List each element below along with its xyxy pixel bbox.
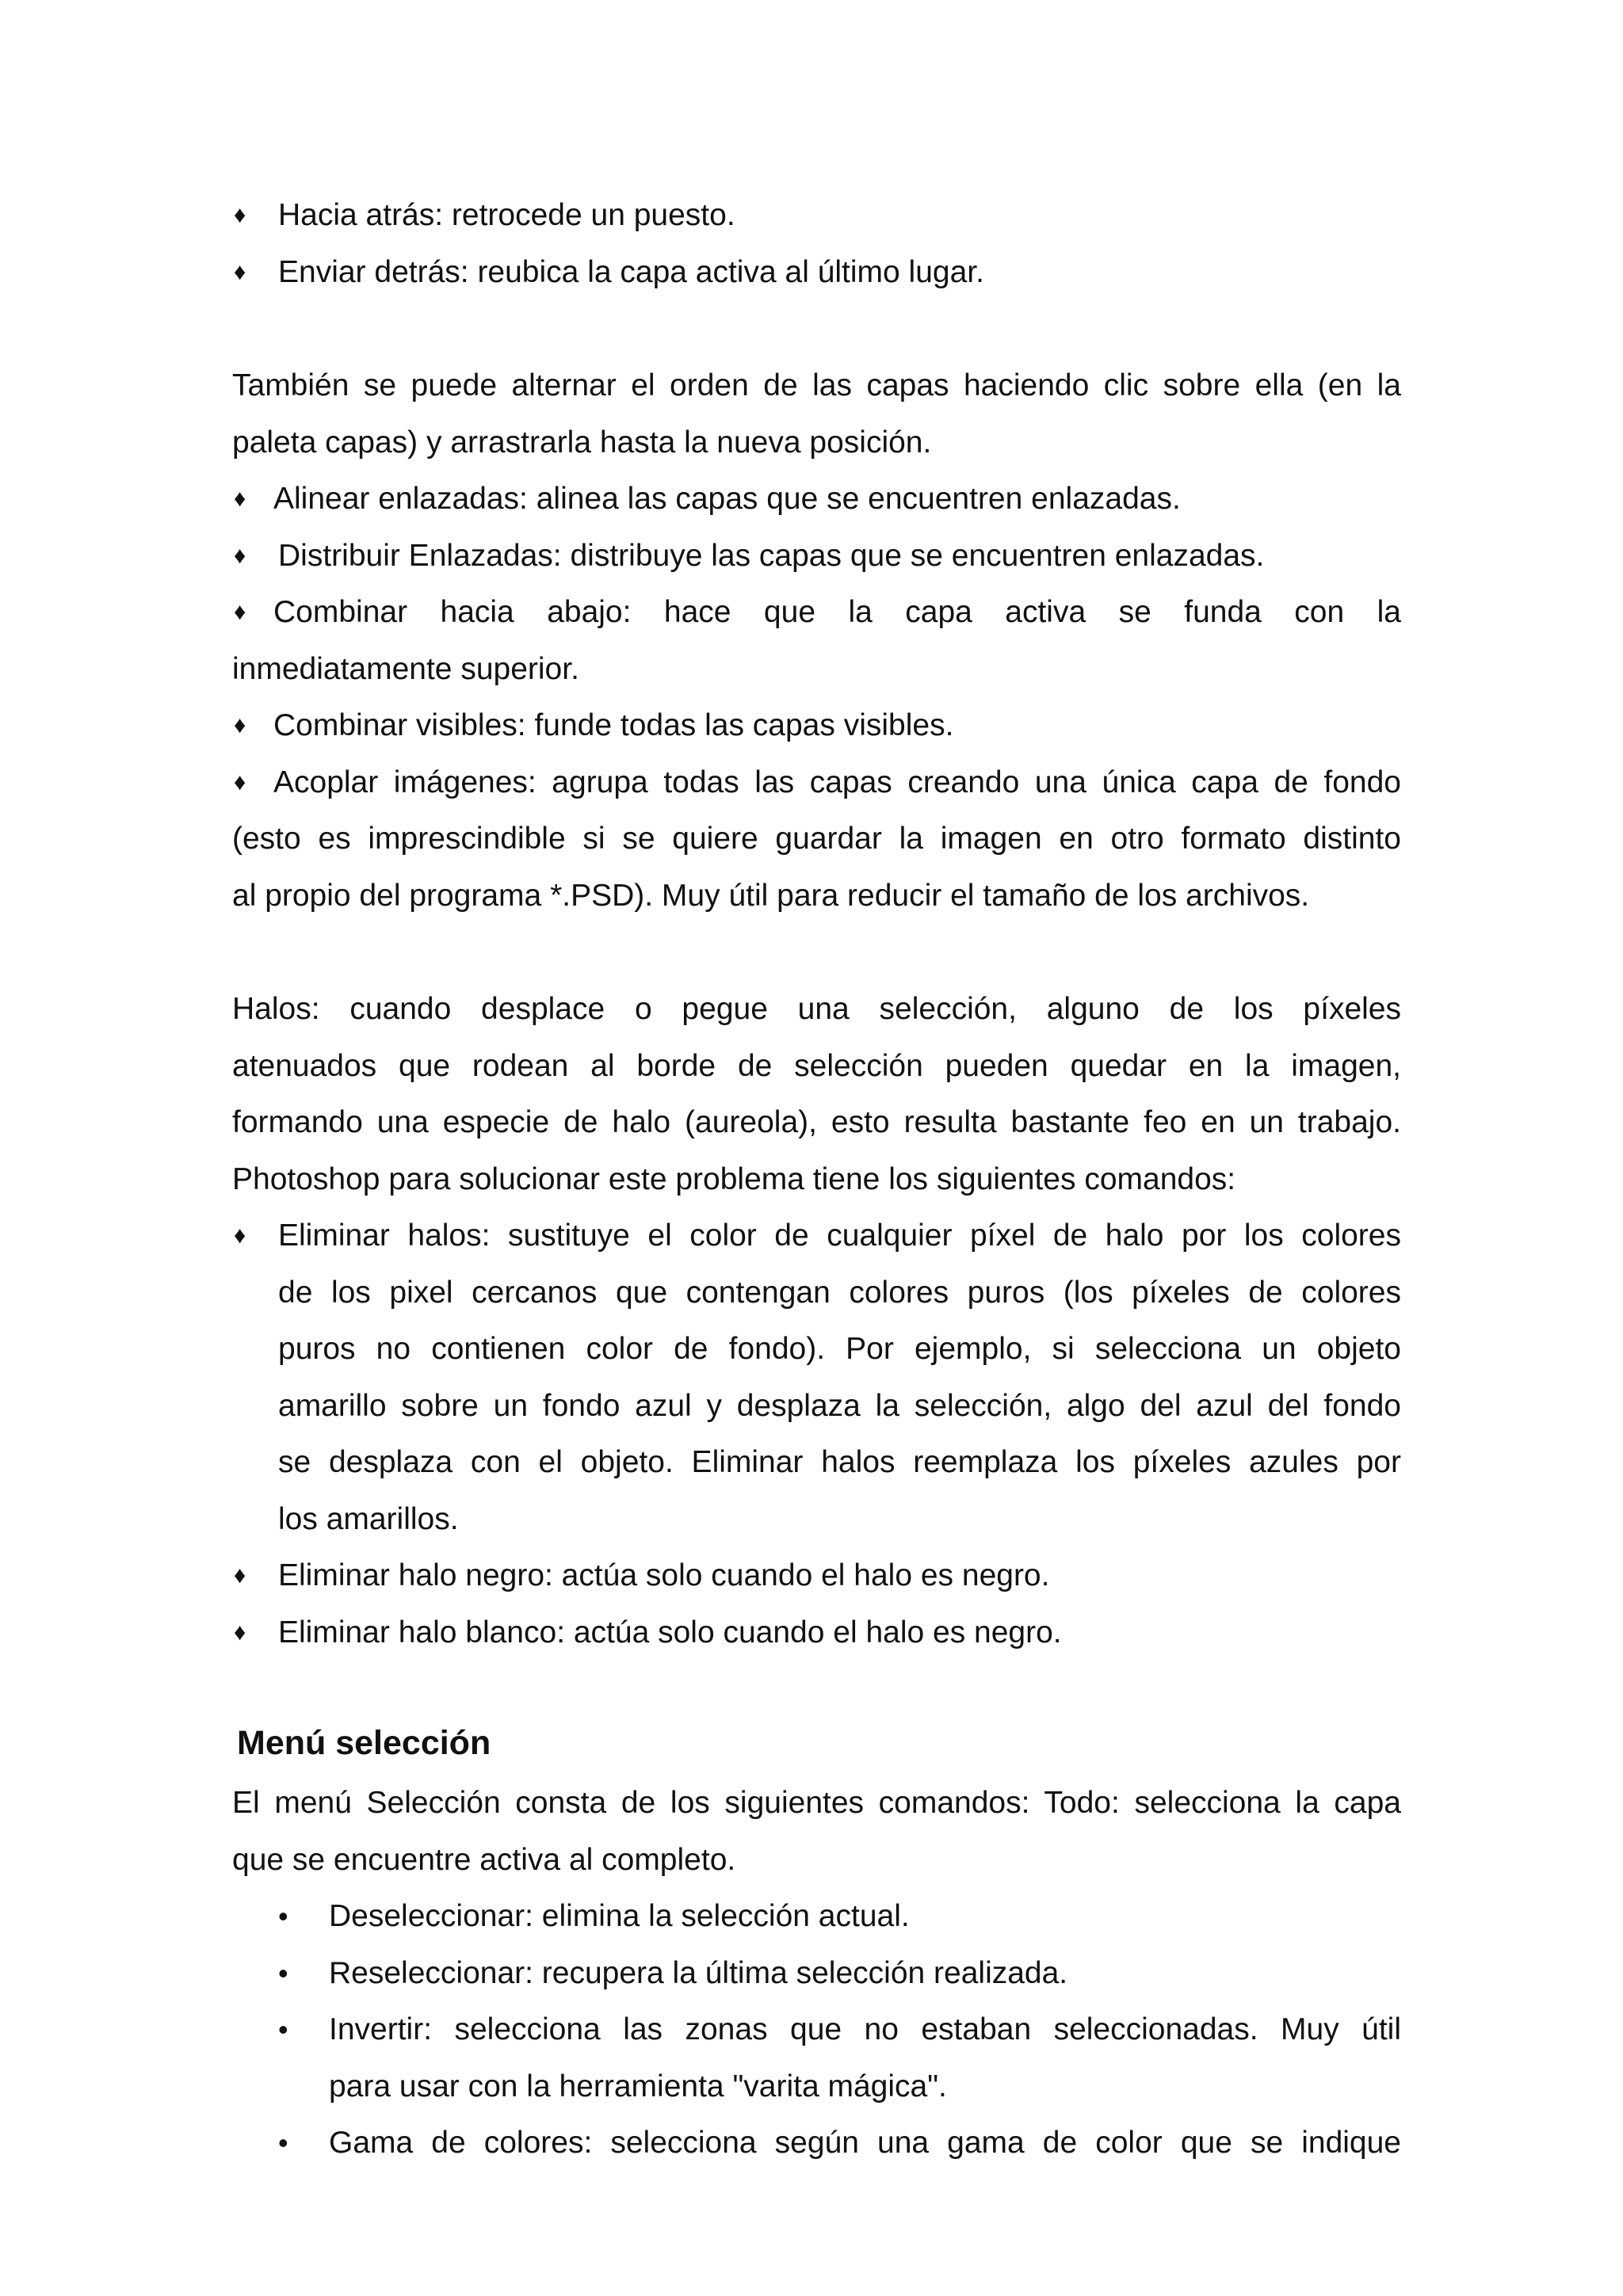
bullet-continuation [232, 1491, 1401, 1548]
bullet-continuation [232, 2058, 1401, 2115]
diamond-bullet-icon: ♦ [234, 1562, 246, 1589]
bullet-text: Reseleccionar: recupera la última selección realizada. [329, 1955, 1068, 1990]
diamond-bullet-icon: ♦ [234, 1619, 246, 1646]
bullet-text: Acoplar imágenes: agrupa todas las capas creando una única capa de fondo [273, 765, 1401, 799]
paragraph-line [232, 1151, 1401, 1208]
section-heading: Menú selección [237, 1724, 491, 1762]
bullet-text: Combinar hacia abajo: hace que la capa activa se funda con la [273, 595, 1401, 629]
list-item [232, 1207, 1401, 1264]
list-item [232, 244, 1401, 301]
bullet-text: Hacia atrás: retrocede un puesto. [278, 198, 735, 232]
bullet-text: Eliminar halo blanco: actúa solo cuando el halo es negro. [278, 1615, 1062, 1650]
bullet-text: Combinar visibles: funde todas las capas visibles. [273, 708, 954, 742]
list-item [232, 1945, 1401, 2002]
bullet-continuation [232, 1434, 1401, 1491]
paragraph-text: El menú Selección consta de los siguientes comandos: Todo: selecciona la capa [232, 1786, 1401, 1820]
paragraph-line [232, 357, 1401, 414]
paragraph-text: paleta capas) y arrastrarla hasta la nueva posición. [232, 425, 932, 460]
diamond-bullet-icon: ♦ [234, 258, 246, 285]
paragraph-text: atenuados que rodean al borde de selección pueden quedar en la imagen, [232, 1048, 1401, 1083]
paragraph-text: formando una especie de halo (aureola), esto resulta bastante feo en un trabajo. [232, 1105, 1401, 1139]
dot-bullet-icon: • [278, 2013, 288, 2046]
list-item [232, 2001, 1401, 2058]
diamond-bullet-icon: ♦ [234, 769, 246, 795]
paragraph-line [232, 414, 1401, 471]
bullet-text: Deseleccionar: elimina la selección actual. [329, 1899, 910, 1933]
bullet-text: de los pixel cercanos que contengan colores puros (los píxeles de colores [278, 1275, 1401, 1310]
list-item [232, 697, 1401, 754]
paragraph-text: Photoshop para solucionar este problema tiene los siguientes comandos: [232, 1161, 1236, 1196]
bullet-text: los amarillos. [278, 1501, 459, 1536]
bullet-text: (esto es imprescindible si se quiere guardar la imagen en otro formato distinto [232, 822, 1401, 856]
paragraph-line [232, 1038, 1401, 1095]
list-item [232, 1888, 1401, 1945]
bullet-text: para usar con la herramienta "varita mágica". [329, 2069, 947, 2103]
list-item [232, 1547, 1401, 1604]
bullet-text: Enviar detrás: reubica la capa activa al último lugar. [278, 254, 984, 289]
paragraph-gap [232, 300, 1401, 357]
bullet-text: inmediatamente superior. [232, 651, 579, 686]
bullet-text: Eliminar halos: sustituye el color de cualquier píxel de halo por los colores [278, 1219, 1401, 1253]
document-page [232, 187, 1401, 2172]
paragraph-text: También se puede alternar el orden de las capas haciendo clic sobre ella (en la [232, 368, 1401, 402]
paragraph-line [232, 1094, 1401, 1151]
diamond-bullet-icon: ♦ [234, 599, 246, 625]
bullet-continuation [232, 1321, 1401, 1378]
diamond-bullet-icon: ♦ [234, 202, 246, 228]
bullet-text: Invertir: selecciona las zonas que no estaban seleccionadas. Muy útil [329, 2012, 1401, 2046]
bullet-continuation [232, 1264, 1401, 1322]
bullet-text: Alinear enlazadas: alinea las capas que se encuentren enlazadas. [273, 482, 1181, 516]
diamond-bullet-icon: ♦ [234, 712, 246, 738]
diamond-bullet-icon: ♦ [234, 542, 246, 569]
list-item [232, 471, 1401, 528]
diamond-bullet-icon: ♦ [234, 486, 246, 512]
paragraph-line [232, 981, 1401, 1038]
dot-bullet-icon: • [278, 1900, 288, 1932]
list-item [232, 584, 1401, 641]
bullet-text: Eliminar halo negro: actúa solo cuando el halo es negro. [278, 1558, 1050, 1592]
paragraph-gap [232, 924, 1401, 981]
list-item [232, 754, 1401, 811]
bullet-text: puros no contienen color de fondo). Por ejemplo, si selecciona un objeto [278, 1332, 1401, 1366]
bullet-continuation [232, 868, 1401, 925]
bullet-text: Distribuir Enlazadas: distribuye las capas que se encuentren enlazadas. [278, 538, 1265, 573]
diamond-bullet-icon: ♦ [234, 1222, 246, 1249]
list-item [232, 1604, 1401, 1661]
bullet-continuation [232, 1378, 1401, 1435]
bullet-text: Gama de colores: selecciona según una gama de color que se indique [329, 2126, 1401, 2160]
dot-bullet-icon: • [278, 1956, 288, 1989]
section-gap [232, 1661, 1401, 1711]
bullet-text: se desplaza con el objeto. Eliminar halos reemplaza los píxeles azules por [278, 1445, 1401, 1479]
bullet-text: amarillo sobre un fondo azul y desplaza la selección, algo del azul del fondo [278, 1388, 1401, 1423]
bullet-text: al propio del programa *.PSD). Muy útil para reducir el tamaño de los archivos. [232, 878, 1310, 913]
paragraph-line [232, 1832, 1401, 1889]
paragraph-text: Halos: cuando desplace o pegue una selección, alguno de los píxeles [232, 992, 1401, 1026]
list-item [232, 2115, 1401, 2172]
bullet-continuation [232, 810, 1401, 868]
paragraph-text: que se encuentre activa al completo. [232, 1842, 736, 1877]
bullet-continuation [232, 641, 1401, 698]
paragraph-line [232, 1775, 1401, 1832]
list-item [232, 187, 1401, 244]
dot-bullet-icon: • [278, 2126, 288, 2159]
list-item [232, 528, 1401, 585]
